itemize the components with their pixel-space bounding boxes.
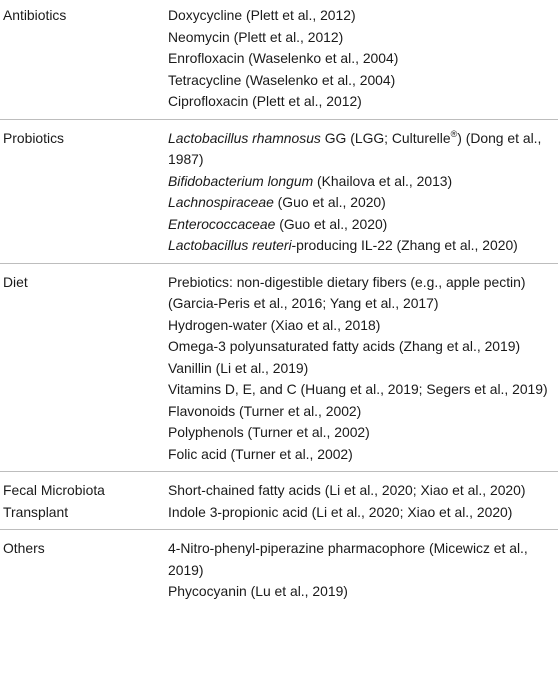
items-cell (168, 530, 558, 609)
items-cell (168, 263, 558, 472)
species-name: Lactobacillus reuteri (168, 237, 292, 253)
table-row (0, 472, 558, 530)
items-cell (168, 119, 558, 263)
table-row (0, 263, 558, 472)
list-item (168, 192, 556, 214)
species-name: Lactobacillus rhamnosus (168, 129, 321, 146)
list-item: Vanillin (Li et al., 2019) (168, 359, 309, 376)
list-item: Phycocyanin (Lu et al., 2019) (168, 583, 348, 599)
table-row (0, 0, 558, 119)
list-item: Prebiotics: non-digestible dietary fibers (e.g., apple pectin) (Garcia-Peris et al., 2016; Yang et al., 2017) (168, 273, 526, 311)
list-item (168, 171, 556, 193)
item-text: (Khailova et al., 2013) (313, 172, 453, 189)
registered-mark: ® (450, 128, 458, 139)
item-text: (Guo et al., 2020) (273, 194, 386, 210)
item-text: ) (Dong et al., 1987) (168, 129, 542, 167)
item-text: -producing IL-22 (Zhang et al., 2020) (291, 237, 518, 253)
list-item: Flavonoids (Turner et al., 2002) (168, 402, 362, 419)
items-cell (168, 0, 558, 119)
list-item: Tetracycline (Waselenko et al., 2004) (168, 71, 396, 88)
list-item: Indole 3-propionic acid (Li et al., 2020; Xiao et al., 2020) (168, 503, 513, 520)
item-text: GG (LGG; Culturelle (320, 129, 451, 146)
species-name: Bifidobacterium longum (168, 172, 314, 189)
list-item (168, 214, 556, 236)
table-row (0, 530, 558, 609)
list-item: Hydrogen-water (Xiao et al., 2018) (168, 316, 381, 333)
species-name: Lachnospiraceae (168, 194, 274, 210)
category-cell: Fecal Microbiota Transplant (0, 472, 168, 530)
list-item: Enrofloxacin (Waselenko et al., 2004) (168, 50, 399, 66)
list-item (168, 235, 556, 257)
list-item: Folic acid (Turner et al., 2002) (168, 445, 353, 462)
list-item: Ciprofloxacin (Plett et al., 2012) (168, 93, 362, 109)
table-row (0, 119, 558, 263)
list-item: Polyphenols (Turner et al., 2002) (168, 424, 370, 440)
category-cell: Diet (0, 263, 168, 472)
list-item: Omega-3 polyunsaturated fatty acids (Zhang et al., 2019) (168, 338, 521, 354)
category-cell: Others (3, 540, 45, 556)
list-item: 4-Nitro-phenyl-piperazine pharmacophore (Micewicz et al., 2019) (168, 540, 528, 578)
list-item: Doxycycline (Plett et al., 2012) (168, 7, 356, 23)
items-cell (168, 472, 558, 530)
category-cell: Probiotics (0, 119, 168, 263)
species-name: Enterococcaceae (168, 215, 276, 232)
item-text: (Guo et al., 2020) (275, 215, 388, 232)
list-item (168, 128, 556, 171)
category-cell: Antibiotics (0, 0, 168, 119)
list-item: Neomycin (Plett et al., 2012) (168, 28, 344, 45)
list-item: Vitamins D, E, and C (Huang et al., 2019; Segers et al., 2019) (168, 381, 548, 397)
list-item: Short-chained fatty acids (Li et al., 2020; Xiao et al., 2020) (168, 482, 526, 498)
